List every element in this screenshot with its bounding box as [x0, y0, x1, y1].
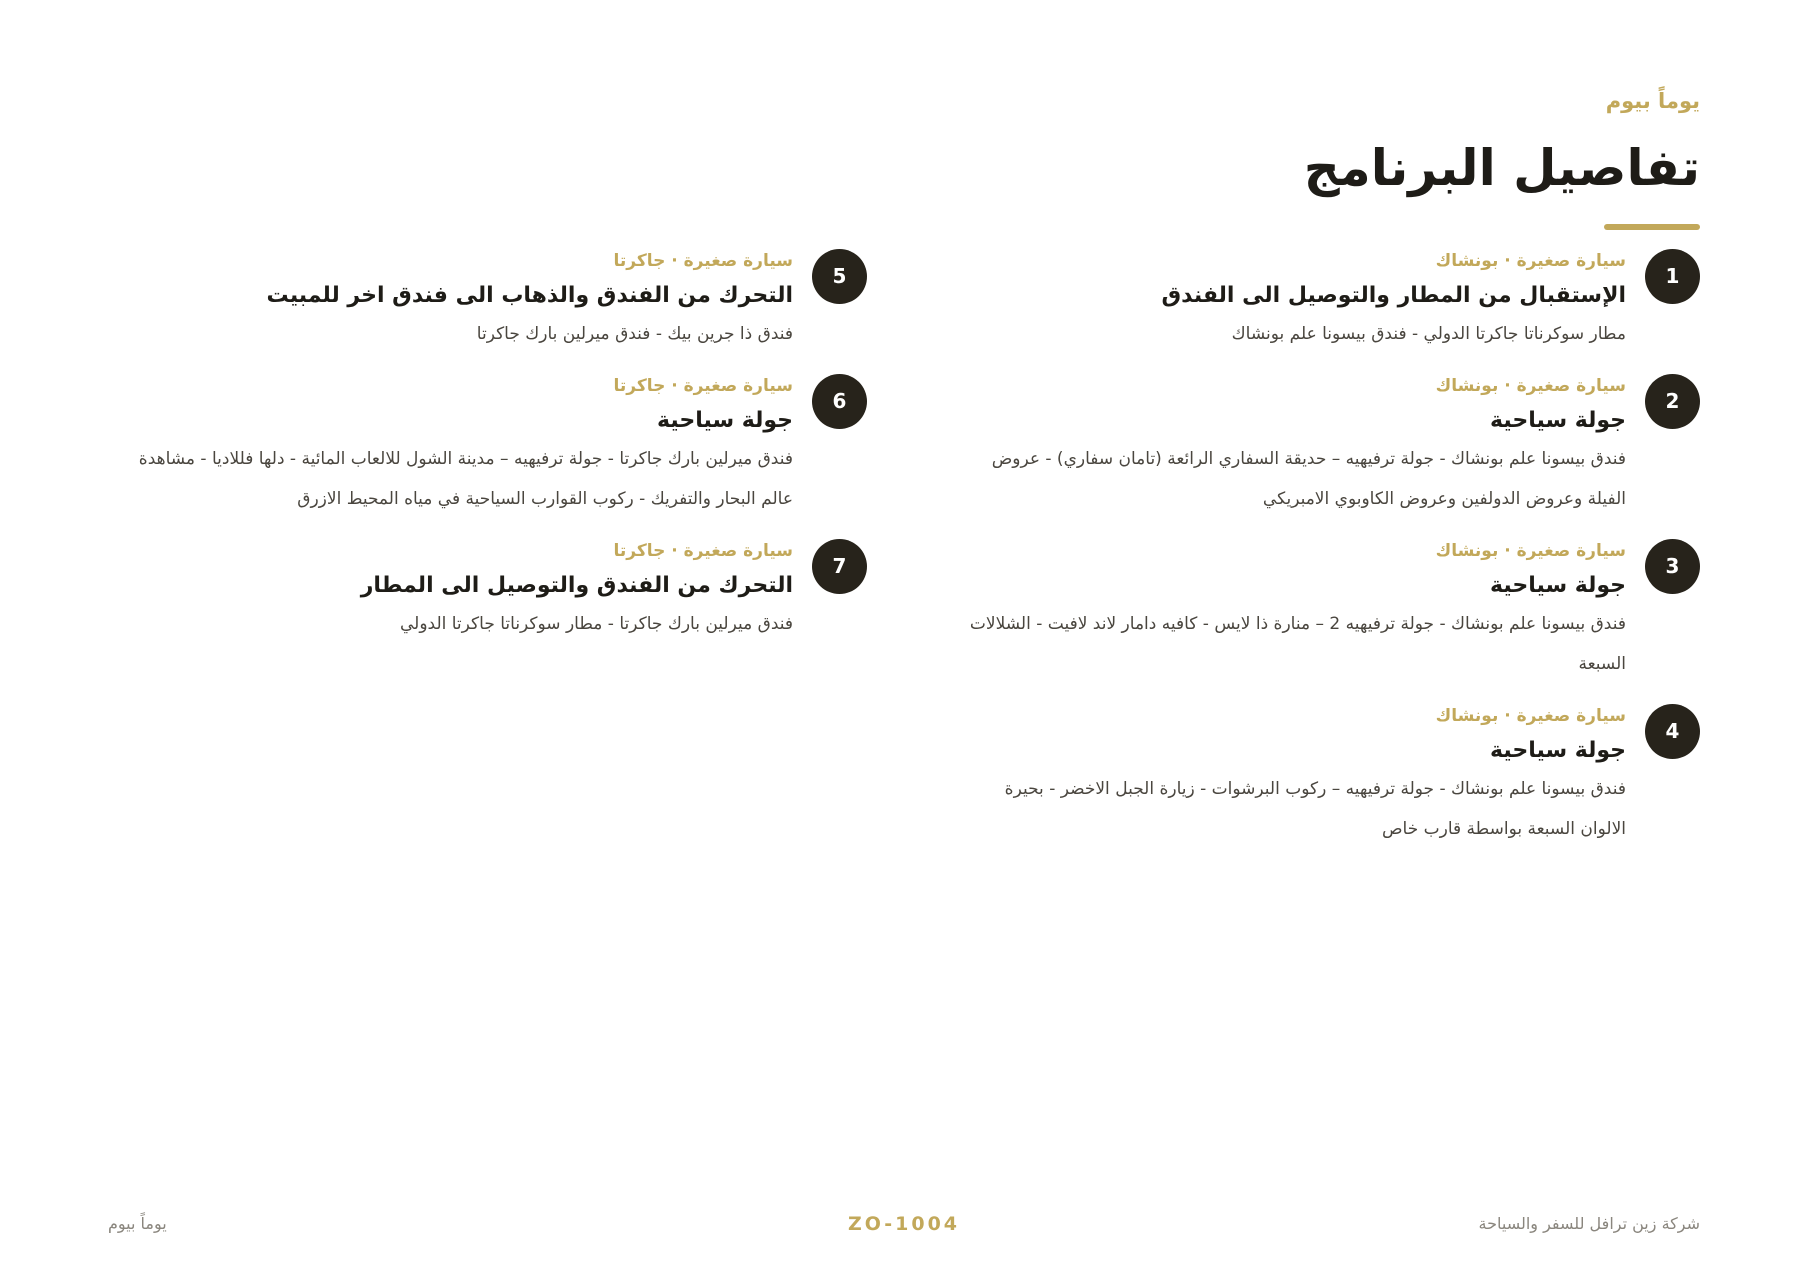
itinerary-column-right	[962, 245, 1700, 865]
page-header	[900, 86, 1700, 230]
footer-program-code: ZO-1004	[847, 1213, 961, 1235]
day-title: جولة سياحية	[1490, 408, 1626, 433]
day-transport: سيارة صغيرة · جاكرتا	[613, 376, 793, 396]
day-transport: سيارة صغيرة · بونشاك	[1435, 251, 1626, 271]
footer-company-name: شركة زين ترافل للسفر والسياحة	[1478, 1214, 1700, 1233]
day-title: جولة سياحية	[1490, 738, 1626, 763]
day-transport: سيارة صغيرة · بونشاك	[1435, 541, 1626, 561]
day-transport: سيارة صغيرة · بونشاك	[1435, 706, 1626, 726]
section-kicker: يوماً بيوم	[1605, 89, 1700, 113]
day-title: جولة سياحية	[657, 408, 793, 433]
day-number-badge: 1	[1645, 249, 1700, 304]
day-item	[962, 535, 1700, 684]
day-item	[127, 245, 867, 354]
day-number-badge: 2	[1645, 374, 1700, 429]
day-title: التحرك من الفندق والتوصيل الى المطار	[360, 573, 793, 598]
day-description: فندق ذا جرين بيك - فندق ميرلين بارك جاكرتا	[476, 324, 793, 344]
day-item	[962, 370, 1700, 519]
day-title: التحرك من الفندق والذهاب الى فندق اخر للمبيت	[266, 283, 793, 308]
day-item	[127, 370, 867, 519]
day-number-badge: 3	[1645, 539, 1700, 594]
day-description: فندق بيسونا علم بونشاك - جولة ترفيهيه 2 – منارة ذا لايس - كافيه دامار لاند لافيت - الشلالات السبعة	[969, 614, 1626, 674]
day-transport: سيارة صغيرة · بونشاك	[1435, 376, 1626, 396]
day-item	[962, 700, 1700, 849]
title-underline	[1604, 224, 1700, 230]
day-description: فندق ميرلين بارك جاكرتا - مطار سوكرناتا جاكرتا الدولي	[399, 614, 793, 634]
day-title: الإستقبال من المطار والتوصيل الى الفندق	[1161, 283, 1626, 308]
day-transport: سيارة صغيرة · جاكرتا	[613, 251, 793, 271]
footer-section-label: يوماً بيوم	[108, 1214, 167, 1233]
day-description: فندق ميرلين بارك جاكرتا - جولة ترفيهيه – مدينة الشول للالعاب المائية - دلها فللاديا - مشاهدة عالم البحار والتفريك - ركوب القوارب السياحية في مياه المحيط الازرق	[138, 449, 793, 509]
day-description: فندق بيسونا علم بونشاك - جولة ترفيهيه – حديقة السفاري الرائعة (تامان سفاري) - عروض الفيلة وعروض الدولفين وعروض الكاوبوي الامبريكي	[991, 449, 1626, 509]
day-item	[962, 245, 1700, 354]
day-number-badge: 5	[812, 249, 867, 304]
day-number-badge: 4	[1645, 704, 1700, 759]
day-title: جولة سياحية	[1490, 573, 1626, 598]
day-item	[127, 535, 867, 644]
day-number-badge: 6	[812, 374, 867, 429]
page-footer	[108, 1208, 1700, 1240]
day-description: مطار سوكرناتا جاكرتا الدولي - فندق بيسونا علم بونشاك	[1231, 324, 1626, 344]
page-title: تفاصيل البرنامج	[1303, 139, 1700, 197]
day-description: فندق بيسونا علم بونشاك - جولة ترفيهيه – ركوب البرشوات - زيارة الجبل الاخضر - بحيرة الالوان السبعة بواسطة قارب خاص	[1004, 779, 1626, 839]
day-transport: سيارة صغيرة · جاكرتا	[613, 541, 793, 561]
day-number-badge: 7	[812, 539, 867, 594]
itinerary-column-left	[127, 245, 867, 660]
